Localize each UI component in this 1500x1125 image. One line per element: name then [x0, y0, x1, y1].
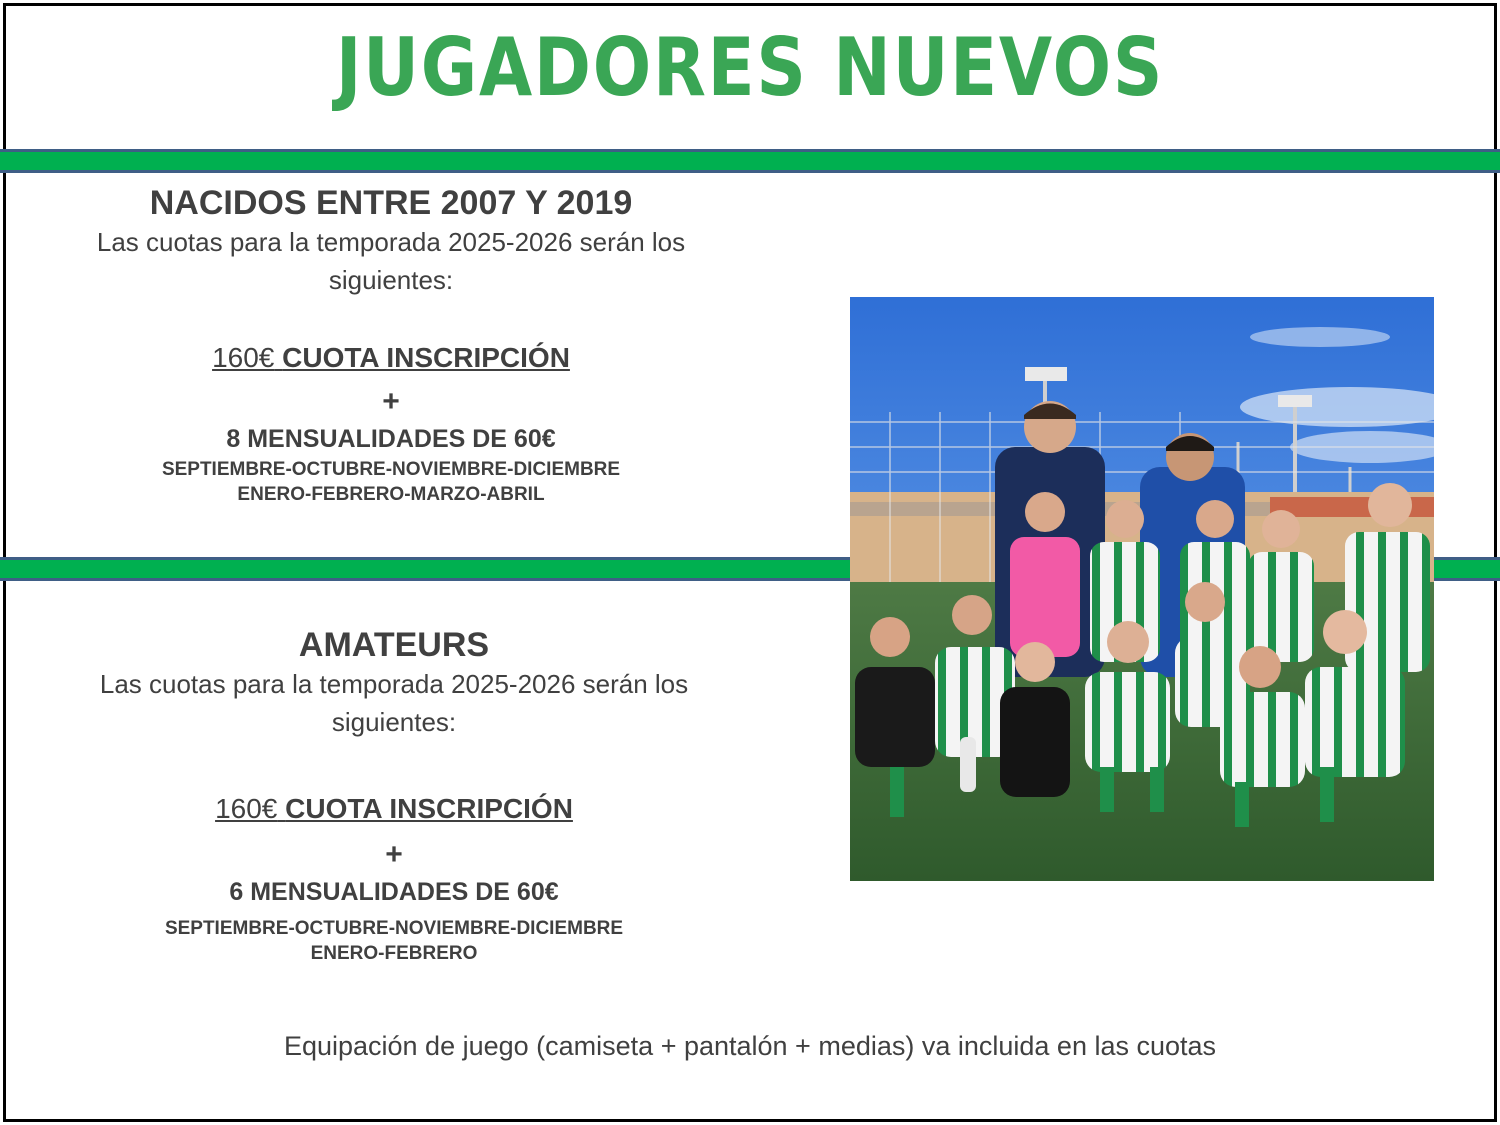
- amateurs-monthly-payments: 6 MENSUALIDADES DE 60€: [229, 878, 559, 906]
- top-divider-stripe: [0, 149, 1500, 173]
- youth-heading: NACIDOS ENTRE 2007 Y 2019: [149, 184, 633, 222]
- amateurs-intro-line2: siguientes:: [331, 707, 457, 737]
- amateurs-heading: AMATEURS: [298, 626, 490, 664]
- youth-monthly-payments: 8 MENSUALIDADES DE 60€: [226, 425, 556, 453]
- amateurs-registration-fee: [34, 792, 754, 826]
- youth-plus: +: [382, 385, 400, 418]
- amateurs-plus: +: [385, 838, 403, 871]
- amateurs-fee-label: CUOTA INSCRIPCIÓN: [285, 793, 573, 824]
- amateurs-section: [34, 625, 754, 966]
- youth-registration-fee: [31, 341, 751, 375]
- youth-section: [31, 183, 751, 507]
- youth-fee-label: CUOTA INSCRIPCIÓN: [282, 342, 570, 373]
- youth-intro-line2: siguientes:: [328, 265, 454, 295]
- amateurs-fee-amount: 160€: [215, 793, 278, 824]
- youth-months-line2: ENERO-FEBRERO-MARZO-ABRIL: [237, 484, 545, 505]
- youth-intro-line1: Las cuotas para la temporada 2025-2026 serán los: [96, 227, 686, 257]
- page-title: JUGADORES NUEVOS: [335, 21, 1165, 114]
- kit-included-note: Equipación de juego (camiseta + pantalón + medias) va incluida en las cuotas: [283, 1031, 1217, 1061]
- youth-months-line1: SEPTIEMBRE-OCTUBRE-NOVIEMBRE-DICIEMBRE: [161, 459, 621, 480]
- youth-fee-amount: 160€: [212, 342, 275, 373]
- amateurs-months-line1: SEPTIEMBRE-OCTUBRE-NOVIEMBRE-DICIEMBRE: [164, 918, 624, 939]
- amateurs-intro-line1: Las cuotas para la temporada 2025-2026 serán los: [99, 669, 689, 699]
- team-photo: [850, 297, 1434, 881]
- amateurs-months-line2: ENERO-FEBRERO: [310, 943, 478, 964]
